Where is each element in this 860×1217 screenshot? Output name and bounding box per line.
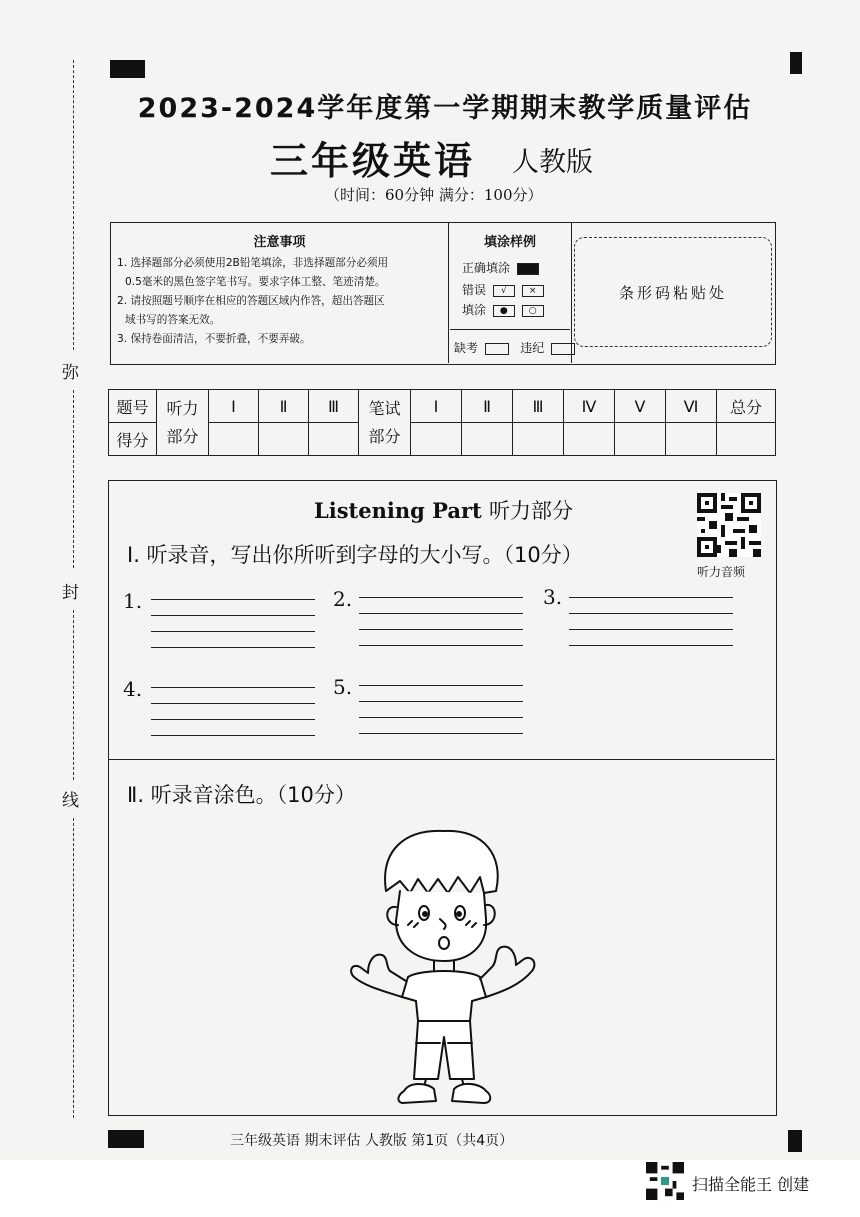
written-label: 笔试: [368, 398, 401, 418]
scanner-credit: 扫描全能王 创建: [692, 1175, 810, 1194]
score-input-cell[interactable]: [717, 423, 776, 456]
violation-checkbox[interactable]: [551, 343, 575, 355]
section-divider: [109, 759, 775, 760]
notice-item: 1. 选择题部分必须使用2B铅笔填涂，非选择题部分必须用: [117, 257, 389, 269]
absent-checkbox[interactable]: [485, 343, 509, 355]
writing-line[interactable]: [359, 613, 523, 614]
page-footer: 三年级英语 期末评估 人教版 第1页（共4页）: [230, 1133, 514, 1149]
writing-line[interactable]: [151, 599, 315, 600]
writing-line[interactable]: [151, 647, 315, 648]
part-title-en: Listening Part: [313, 498, 482, 523]
notice-section: [111, 223, 449, 363]
listening-part-cell: [157, 390, 209, 456]
writing-line[interactable]: [151, 719, 315, 720]
dot-mark-icon: ●: [493, 305, 515, 317]
absent-label: 缺考: [454, 341, 479, 355]
score-cell: Ⅱ: [462, 390, 513, 423]
registration-mark: [790, 52, 802, 74]
score-input-cell[interactable]: [666, 423, 717, 456]
score-table-header-row: [109, 390, 776, 423]
listening-section: [108, 480, 777, 1116]
score-cell: Ⅰ: [209, 390, 259, 423]
score-input-cell[interactable]: [615, 423, 666, 456]
score-cell: 题号: [109, 390, 157, 423]
wrong-fill-row-2: [462, 301, 544, 318]
binding-dashed-line: [73, 610, 74, 780]
question-1-title: Ⅰ. 听录音，写出你所听到字母的大小写。（10分）: [127, 543, 583, 567]
subject-title: 三年级英语: [270, 139, 476, 183]
score-input-cell[interactable]: [209, 423, 259, 456]
correct-fill-row: [462, 259, 539, 276]
writing-line[interactable]: [359, 701, 523, 702]
notice-title: 注意事项: [253, 235, 306, 250]
writing-line[interactable]: [359, 733, 523, 734]
score-cell: Ⅵ: [666, 390, 717, 423]
writing-line[interactable]: [151, 615, 315, 616]
writing-line[interactable]: [151, 735, 315, 736]
binding-dashed-line: [73, 818, 74, 1118]
writing-line[interactable]: [151, 687, 315, 688]
binding-dashed-line: [73, 60, 74, 350]
notice-item: 2. 请按照题号顺序在相应的答题区域内作答，超出答题区: [117, 295, 385, 307]
notice-item: 0.5毫米的黑色签字笔书写。要求字体工整、笔迹清楚。: [125, 276, 386, 288]
registration-mark: [110, 60, 145, 78]
edition-label: 人教版: [512, 147, 593, 178]
notice-item: 域书写的答案无效。: [125, 314, 221, 326]
score-cell: Ⅲ: [309, 390, 359, 423]
violation-label: 违纪: [520, 341, 545, 355]
writing-line[interactable]: [569, 613, 733, 614]
score-cell: Ⅰ: [411, 390, 462, 423]
score-input-cell[interactable]: [462, 423, 513, 456]
score-input-cell[interactable]: [513, 423, 564, 456]
listening-label: 听力: [166, 398, 199, 418]
score-cell: 总分: [717, 390, 776, 423]
writing-line[interactable]: [359, 629, 523, 630]
score-input-cell[interactable]: [259, 423, 309, 456]
wrong-fill-label: 错误: [462, 283, 487, 297]
written-part-cell: [359, 390, 411, 456]
writing-line[interactable]: [359, 685, 523, 686]
writing-line[interactable]: [151, 703, 315, 704]
binding-char: 封: [62, 583, 79, 603]
writing-line[interactable]: [569, 597, 733, 598]
exam-title: 2023-2024学年度第一学期期末教学质量评估: [137, 93, 753, 124]
score-input-cell[interactable]: [411, 423, 462, 456]
answer-number: 4.: [123, 677, 143, 701]
score-cell: Ⅳ: [564, 390, 615, 423]
writing-line[interactable]: [359, 597, 523, 598]
registration-mark: [108, 1130, 144, 1148]
answer-number: 2.: [333, 587, 353, 611]
answer-number: 5.: [333, 675, 353, 699]
scanner-qr-icon: [646, 1162, 684, 1200]
writing-line[interactable]: [569, 645, 733, 646]
listening-part-label: 部分: [166, 426, 199, 446]
boy-coloring-illustration[interactable]: [344, 821, 544, 1106]
question-2-title: Ⅱ. 听录音涂色。（10分）: [127, 783, 356, 807]
binding-char: 弥: [62, 363, 79, 383]
check-mark-icon: √: [493, 285, 515, 297]
score-cell: Ⅴ: [615, 390, 666, 423]
score-input-cell[interactable]: [309, 423, 359, 456]
time-info: （时间：60分钟 满分：100分）: [325, 186, 543, 204]
registration-mark: [788, 1130, 802, 1152]
score-cell: Ⅱ: [259, 390, 309, 423]
qr-label: 听力音频: [697, 565, 746, 579]
filled-mark-icon: [517, 263, 539, 275]
circle-mark-icon: ○: [522, 305, 544, 317]
wrong-fill-row: [462, 281, 544, 298]
fill-sample-title: 填涂样例: [483, 235, 536, 250]
answer-number: 1.: [123, 589, 143, 613]
correct-fill-label: 正确填涂: [462, 261, 511, 275]
notice-box: [110, 222, 776, 365]
score-table-score-row: [109, 423, 776, 456]
writing-line[interactable]: [151, 631, 315, 632]
notice-item: 3. 保持卷面清洁，不要折叠，不要弄破。: [117, 333, 311, 345]
writing-line[interactable]: [359, 645, 523, 646]
binding-dashed-line: [73, 390, 74, 568]
barcode-area: 条形码粘贴处: [574, 237, 772, 347]
wrong-fill-label-2: 填涂: [462, 303, 487, 317]
listening-part-title: [109, 495, 778, 525]
binding-char: 线: [62, 791, 79, 811]
score-table: [108, 389, 776, 456]
writing-line[interactable]: [569, 629, 733, 630]
score-cell: Ⅲ: [513, 390, 564, 423]
fill-sample-section: [450, 223, 572, 363]
writing-line[interactable]: [359, 717, 523, 718]
cross-mark-icon: ×: [522, 285, 544, 297]
part-title-cn: 听力部分: [489, 499, 574, 523]
score-row-label: 得分: [109, 423, 157, 456]
score-input-cell[interactable]: [564, 423, 615, 456]
qr-code-icon: [697, 493, 761, 557]
written-part-label: 部分: [368, 426, 401, 446]
answer-number: 3.: [543, 585, 563, 609]
absent-violation-row: [450, 329, 570, 363]
